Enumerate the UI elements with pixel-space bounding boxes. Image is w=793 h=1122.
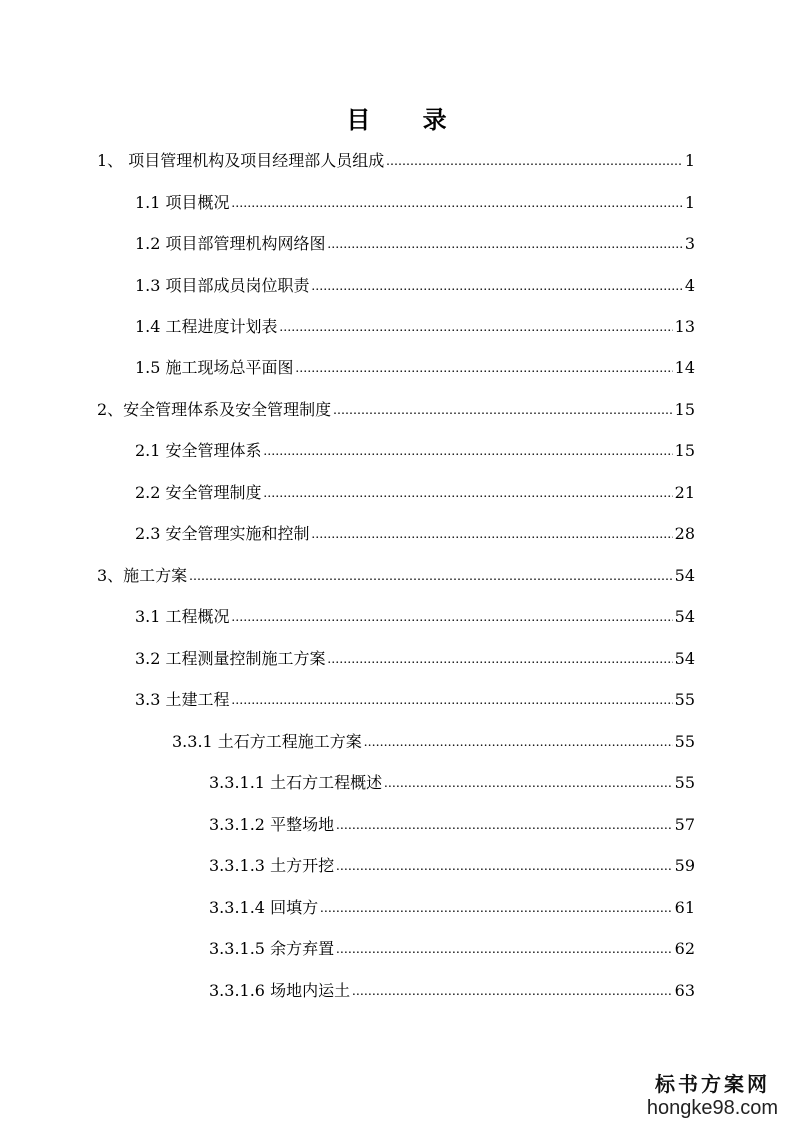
- toc-entry-label: 3.3.1 土石方工程施工方案: [172, 732, 362, 751]
- toc-entry[interactable]: [209, 811, 695, 835]
- toc-entry[interactable]: [135, 479, 695, 503]
- dot-leader: [232, 692, 673, 710]
- dot-leader: [336, 941, 673, 959]
- toc-entry-label: 1.1 项目概况: [135, 193, 230, 212]
- toc-entry[interactable]: [209, 977, 695, 1001]
- toc-entry-page: 3: [684, 234, 695, 253]
- dot-leader: [352, 983, 673, 1001]
- toc-entry-page: 15: [674, 441, 695, 460]
- toc-entry-page: 14: [674, 358, 695, 377]
- toc-entry-page: 21: [674, 483, 695, 502]
- toc-entry[interactable]: [135, 645, 695, 669]
- toc-entry-page: 4: [684, 276, 695, 295]
- toc-entry-page: 54: [674, 566, 695, 585]
- toc-entry-label: 3.3.1.3 土方开挖: [209, 856, 335, 875]
- toc-entry-page: 63: [674, 981, 695, 1000]
- toc-entry-page: 55: [674, 690, 695, 709]
- toc-entry-label: 2、安全管理体系及安全管理制度: [97, 400, 332, 419]
- toc-entry[interactable]: [172, 728, 695, 752]
- toc-entry-label: 3.2 工程测量控制施工方案: [135, 649, 326, 668]
- dot-leader: [336, 817, 673, 835]
- dot-leader: [264, 485, 673, 503]
- toc-entry-page: 62: [674, 939, 695, 958]
- toc-entry-page: 1: [684, 193, 695, 212]
- dot-leader: [386, 153, 683, 171]
- dot-leader: [333, 402, 672, 420]
- toc-entry-page: 55: [674, 732, 695, 751]
- toc-entry-label: 2.3 安全管理实施和控制: [135, 524, 310, 543]
- toc-entry-page: 15: [674, 400, 695, 419]
- dot-leader: [189, 568, 672, 586]
- toc-entry[interactable]: [135, 603, 695, 627]
- toc-entry[interactable]: [135, 437, 695, 461]
- toc-entry-label: 3.1 工程概况: [135, 607, 230, 626]
- toc-entry[interactable]: [209, 935, 695, 959]
- dot-leader: [312, 278, 683, 296]
- toc-entry-label: 3.3.1.1 土石方工程概述: [209, 773, 383, 792]
- dot-leader: [320, 900, 673, 918]
- dot-leader: [312, 526, 673, 544]
- dot-leader: [264, 443, 673, 461]
- toc-entry-page: 1: [684, 151, 695, 170]
- toc-entry-label: 1.3 项目部成员岗位职责: [135, 276, 310, 295]
- toc-entry-page: 28: [674, 524, 695, 543]
- toc-entry[interactable]: [97, 396, 695, 420]
- toc-entry[interactable]: [209, 894, 695, 918]
- toc-entry-label: 1.2 项目部管理机构网络图: [135, 234, 326, 253]
- watermark-url: hongke98.com: [646, 1097, 779, 1119]
- dot-leader: [280, 319, 673, 337]
- toc-entry[interactable]: [135, 272, 695, 296]
- dot-leader: [384, 775, 673, 793]
- toc-title: 目 录: [346, 105, 469, 134]
- toc-entry-label: 1.5 施工现场总平面图: [135, 358, 294, 377]
- toc-entry-page: 59: [674, 856, 695, 875]
- toc-entry-label: 3.3.1.6 场地内运土: [209, 981, 351, 1000]
- dot-leader: [336, 858, 673, 876]
- toc-entry[interactable]: [209, 769, 695, 793]
- toc-entry[interactable]: [135, 313, 695, 337]
- toc-entry-page: 13: [674, 317, 695, 336]
- watermark: [640, 1068, 785, 1119]
- toc-entry-page: 54: [674, 607, 695, 626]
- toc-entry-label: 3.3.1.2 平整场地: [209, 815, 335, 834]
- watermark-site-name: 标书方案网: [655, 1072, 770, 1096]
- dot-leader: [296, 360, 673, 378]
- dot-leader: [328, 236, 683, 254]
- toc-entry-label: 3.3.1.5 余方弃置: [209, 939, 335, 958]
- dot-leader: [364, 734, 673, 752]
- toc-entry-page: 55: [674, 773, 695, 792]
- toc-entry-label: 3.3 土建工程: [135, 690, 230, 709]
- dot-leader: [328, 651, 673, 669]
- toc-entry-label: 2.1 安全管理体系: [135, 441, 262, 460]
- toc-entry[interactable]: [135, 354, 695, 378]
- toc-entry[interactable]: [135, 686, 695, 710]
- toc-entry-page: 57: [674, 815, 695, 834]
- toc-entry-label: 2.2 安全管理制度: [135, 483, 262, 502]
- dot-leader: [232, 195, 683, 213]
- dot-leader: [232, 609, 673, 627]
- toc-entry-page: 54: [674, 649, 695, 668]
- toc-entry-label: 3、施工方案: [97, 566, 188, 585]
- toc-entry[interactable]: [135, 230, 695, 254]
- toc-entry[interactable]: [97, 147, 695, 171]
- toc-entry-label: 1.4 工程进度计划表: [135, 317, 278, 336]
- toc-entry-label: 3.3.1.4 回填方: [209, 898, 319, 917]
- toc-entry-page: 61: [674, 898, 695, 917]
- toc-entry-label: 1、 项目管理机构及项目经理部人员组成: [97, 151, 385, 170]
- toc-entry[interactable]: [135, 520, 695, 544]
- toc-entry[interactable]: [135, 189, 695, 213]
- toc-entry[interactable]: [209, 852, 695, 876]
- toc-entry[interactable]: [97, 562, 695, 586]
